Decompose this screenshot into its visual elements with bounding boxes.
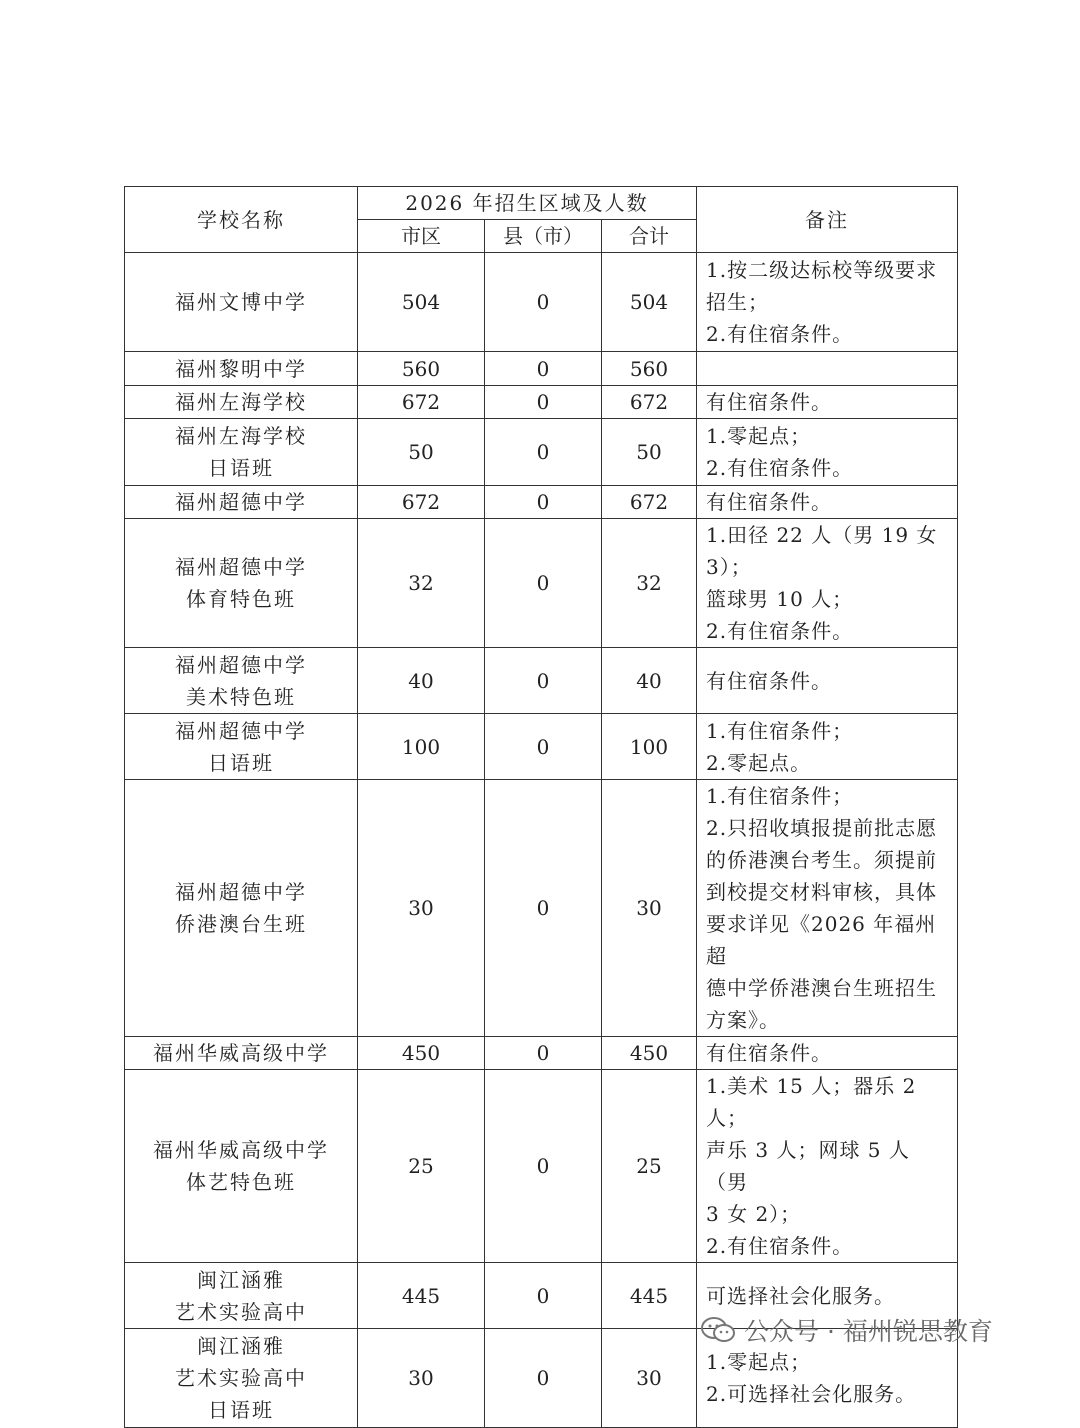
enrollment-table — [124, 186, 958, 1428]
remarks-cell — [697, 648, 958, 714]
city-count-cell: 450 — [358, 1037, 485, 1070]
city-count-cell: 25 — [358, 1070, 485, 1263]
school-name-line: 美术特色班 — [186, 684, 296, 709]
school-name-cell — [125, 1037, 358, 1070]
school-name-cell — [125, 1070, 358, 1263]
school-name-cell — [125, 1329, 358, 1428]
remarks-line: 篮球男 10 人； — [706, 587, 854, 611]
school-name-cell — [125, 419, 358, 486]
school-name-line: 福州左海学校 — [175, 390, 307, 414]
total-count-cell: 504 — [602, 253, 697, 352]
city-count-cell: 50 — [358, 419, 485, 486]
total-count-cell: 32 — [602, 519, 697, 648]
header-row — [125, 187, 958, 220]
remarks-line: 德中学侨港澳台生班招生 — [706, 976, 937, 1000]
school-name-line: 福州黎明中学 — [175, 356, 307, 381]
remarks-line: 1.有住宿条件； — [706, 784, 854, 808]
total-count-cell: 450 — [602, 1037, 697, 1070]
city-count-cell: 30 — [358, 780, 485, 1037]
table-row — [125, 648, 958, 714]
school-name-line: 福州超德中学 — [175, 555, 307, 579]
remarks-line: 要求详见《2026 年福州超 — [706, 912, 937, 968]
total-count-cell: 100 — [602, 714, 697, 780]
remarks-line: 到校提交材料审核，具体 — [706, 880, 937, 904]
school-name-cell — [125, 253, 358, 352]
header-remarks: 备注 — [697, 187, 958, 253]
city-count-cell: 672 — [358, 486, 485, 519]
school-name-line: 体艺特色班 — [186, 1170, 296, 1194]
school-name-line: 福州超德中学 — [175, 490, 307, 514]
school-name-line: 日语班 — [208, 456, 274, 480]
school-name-cell — [125, 648, 358, 714]
remarks-line: 2.有住宿条件。 — [706, 619, 854, 643]
city-count-cell: 504 — [358, 253, 485, 352]
remarks-line: 可选择社会化服务。 — [706, 1283, 895, 1308]
school-name-line: 福州超德中学 — [175, 652, 307, 677]
remarks-cell — [697, 780, 958, 1037]
county-count-cell: 0 — [485, 648, 602, 714]
remarks-cell — [697, 1037, 958, 1070]
header-county: 县（市） — [485, 220, 602, 253]
county-count-cell: 0 — [485, 352, 602, 386]
city-count-cell: 100 — [358, 714, 485, 780]
city-count-cell: 40 — [358, 648, 485, 714]
remarks-line: 2.可选择社会化服务。 — [706, 1382, 917, 1406]
remarks-cell — [697, 486, 958, 519]
total-count-cell: 25 — [602, 1070, 697, 1263]
remarks-line: 1.零起点； — [706, 1350, 812, 1374]
total-count-cell: 30 — [602, 780, 697, 1037]
remarks-line: 2.只招收填报提前批志愿 — [706, 816, 938, 840]
remarks-line: 方案》。 — [706, 1008, 780, 1032]
school-name-line: 艺术实验高中 — [175, 1366, 307, 1390]
city-count-cell: 560 — [358, 352, 485, 386]
header-total: 合计 — [602, 220, 697, 253]
total-count-cell: 672 — [602, 486, 697, 519]
remarks-line: 2.有住宿条件。 — [706, 322, 854, 346]
county-count-cell: 0 — [485, 519, 602, 648]
county-count-cell: 0 — [485, 714, 602, 780]
remarks-line: 2.有住宿条件。 — [706, 1234, 854, 1258]
remarks-line: 2.零起点。 — [706, 750, 812, 775]
table-row — [125, 386, 958, 419]
school-name-line: 闽江涵雅 — [197, 1267, 285, 1292]
city-count-cell: 32 — [358, 519, 485, 648]
school-name-cell — [125, 780, 358, 1037]
remarks-line: 有住宿条件。 — [706, 390, 832, 414]
remarks-cell — [697, 519, 958, 648]
school-name-line: 福州超德中学 — [175, 880, 307, 904]
table-row — [125, 714, 958, 780]
school-name-cell — [125, 714, 358, 780]
remarks-line: 有住宿条件。 — [706, 490, 832, 514]
watermark-text: 公众号 · 福州锐思教育 — [744, 1317, 993, 1346]
county-count-cell: 0 — [485, 419, 602, 486]
remarks-line: 1.零起点； — [706, 424, 812, 448]
remarks-cell — [697, 386, 958, 419]
remarks-line: 有住宿条件。 — [706, 1041, 832, 1065]
total-count-cell: 40 — [602, 648, 697, 714]
remarks-line: 1.按二级达标校等级要求 — [706, 258, 938, 282]
remarks-cell — [697, 714, 958, 780]
school-name-cell — [125, 386, 358, 419]
school-name-cell — [125, 352, 358, 386]
table-row — [125, 780, 958, 1037]
remarks-line: 的侨港澳台考生。须提前 — [706, 848, 937, 872]
school-name-line: 福州文博中学 — [175, 290, 307, 314]
remarks-line: 1.有住宿条件； — [706, 718, 854, 743]
table-row — [125, 253, 958, 352]
school-name-line: 闽江涵雅 — [197, 1334, 285, 1358]
total-count-cell: 445 — [602, 1263, 697, 1329]
county-count-cell: 0 — [485, 253, 602, 352]
county-count-cell: 0 — [485, 780, 602, 1037]
table-row — [125, 419, 958, 486]
total-count-cell: 672 — [602, 386, 697, 419]
header-city: 市区 — [358, 220, 485, 253]
school-name-line: 福州左海学校 — [175, 424, 307, 448]
header-school-name: 学校名称 — [125, 187, 358, 253]
county-count-cell: 0 — [485, 1329, 602, 1428]
watermark — [700, 1310, 993, 1350]
remarks-cell — [697, 352, 958, 386]
school-name-line: 福州超德中学 — [175, 718, 307, 743]
school-name-line: 艺术实验高中 — [175, 1299, 307, 1324]
remarks-cell — [697, 419, 958, 486]
remarks-cell — [697, 253, 958, 352]
county-count-cell: 0 — [485, 1037, 602, 1070]
school-name-cell — [125, 486, 358, 519]
remarks-line: 1.美术 15 人；器乐 2 人； — [706, 1074, 917, 1130]
total-count-cell: 50 — [602, 419, 697, 486]
remarks-line: 1.田径 22 人（男 19 女 3）； — [706, 523, 938, 579]
county-count-cell: 0 — [485, 1070, 602, 1263]
school-name-line: 体育特色班 — [186, 587, 296, 611]
table-row — [125, 519, 958, 648]
remarks-line: 3 女 2）； — [706, 1202, 802, 1226]
wechat-icon — [700, 1316, 736, 1344]
remarks-line: 2.有住宿条件。 — [706, 456, 854, 480]
remarks-line: 招生； — [706, 290, 769, 314]
table-row — [125, 352, 958, 386]
school-name-line: 日语班 — [208, 750, 274, 775]
county-count-cell: 0 — [485, 1263, 602, 1329]
county-count-cell: 0 — [485, 486, 602, 519]
city-count-cell: 30 — [358, 1329, 485, 1428]
remarks-cell — [697, 1070, 958, 1263]
city-count-cell: 672 — [358, 386, 485, 419]
school-name-line: 日语班 — [208, 1398, 274, 1422]
table-row — [125, 1070, 958, 1263]
remarks-line: 声乐 3 人；网球 5 人（男 — [706, 1138, 910, 1194]
total-count-cell: 560 — [602, 352, 697, 386]
total-count-cell: 30 — [602, 1329, 697, 1428]
county-count-cell: 0 — [485, 386, 602, 419]
table-row — [125, 1037, 958, 1070]
school-name-line: 侨港澳台生班 — [175, 912, 307, 936]
remarks-line: 有住宿条件。 — [706, 668, 832, 693]
school-name-line: 福州华威高级中学 — [153, 1041, 329, 1065]
header-region-group: 2026 年招生区域及人数 — [358, 187, 697, 220]
school-name-cell — [125, 519, 358, 648]
city-count-cell: 445 — [358, 1263, 485, 1329]
table-row — [125, 486, 958, 519]
school-name-cell — [125, 1263, 358, 1329]
school-name-line: 福州华威高级中学 — [153, 1138, 329, 1162]
